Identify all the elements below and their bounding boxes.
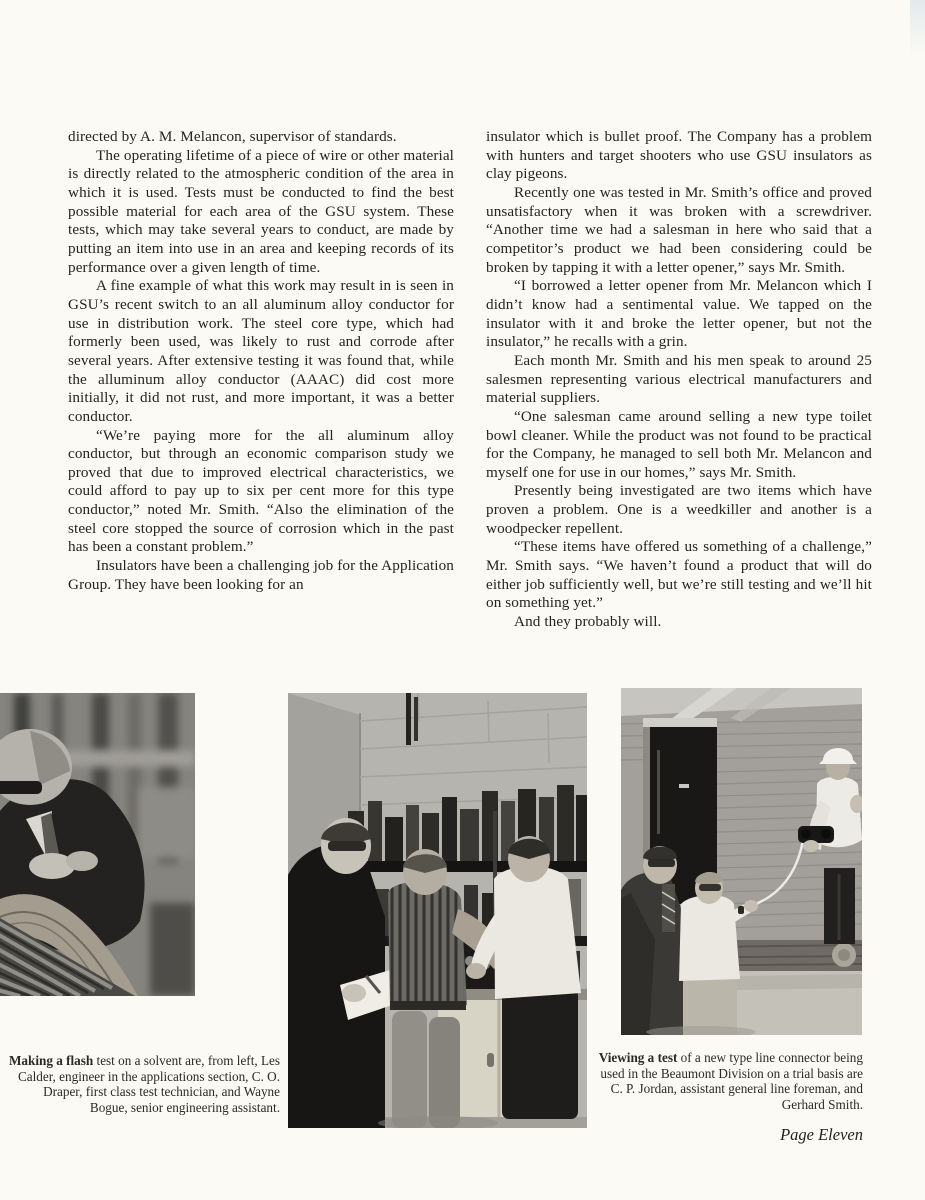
paragraph: “One salesman came around selling a new type toilet bowl cleaner. While the product was not found to be practical for the Company, he managed to sell both Mr. Melancon and myself one for use in our homes,” says Mr. Smith. xyxy=(486,407,872,481)
photo-cable-inspection-image xyxy=(0,693,195,996)
caption-right xyxy=(591,1050,863,1113)
photo-lab-flash-test-image xyxy=(288,693,587,1128)
photo-lab-flash-test xyxy=(288,693,587,1128)
paragraph: Each month Mr. Smith and his men speak to around 25 salesmen representing various electrical manufacturers and material suppliers. xyxy=(486,351,872,407)
paragraph: The operating lifetime of a piece of wire or other material is directly related to the atmospheric condition of the area in which it is used. Tests must be conducted to find the best possible material for each area of the GSU system. These tests, which may take several years to conduct, are made by putting an item into use in an area and keeping records of its performance over a given length of time. xyxy=(68,146,454,276)
caption-left-text: test on a solvent are, from left, Les Calder, engineer in the applications section, C. O. Draper, first class test technician, and Wayne Bogue, senior engineering assistant. xyxy=(17,1053,280,1116)
paragraph: “We’re paying more for the all aluminum alloy conductor, but through an economic comparison study we proved that due to improved electrical characteristics, we could afford to pay up to six per cent more for this type conductor,” noted Mr. Smith. “Also the elimination of the steel core stopped the source of corrosion which in the past has been a constant problem.” xyxy=(68,426,454,556)
scan-shadow-artifact xyxy=(910,0,925,62)
photo-line-connector-test-image xyxy=(621,688,862,1035)
caption-right-lead: Viewing a test xyxy=(598,1050,678,1065)
page-number: Page Eleven xyxy=(780,1125,863,1144)
paragraph: And they probably will. xyxy=(514,613,662,631)
photo-line-connector-test xyxy=(621,688,862,1035)
caption-left xyxy=(8,1053,280,1116)
caption-right-text: of a new type line connector being used in the Beaumont Division on a trial basis are C. P. Jordan, assistant general line foreman, and Gerhard Smith. xyxy=(600,1050,863,1113)
paragraph: “I borrowed a letter opener from Mr. Melancon which I didn’t know had a sentimental value. We tapped on the insulator with it and broke the letter opener, but not the insulator,” he recalls with a grin. xyxy=(486,277,872,351)
paragraph: insulator which is bullet proof. The Company has a problem with hunters and target shooters who use GSU insulators as clay pigeons. xyxy=(486,128,872,183)
photo-cable-inspection xyxy=(0,693,195,996)
paragraph: Recently one was tested in Mr. Smith’s office and proved unsatisfactory when it was broken with a screwdriver. “Another time we had a salesman in here who said that a competitor’s product we had been considering could be broken by tapping it with a letter opener,” says Mr. Smith. xyxy=(486,183,872,276)
caption-left-lead: Making a flash xyxy=(8,1053,94,1068)
column-right xyxy=(486,128,872,632)
paragraph: A fine example of what this work may result in is seen in GSU’s recent switch to an all aluminum alloy conductor for use in distribution work. The steel core type, which had formerly been used, was likely to rust and corrode after several years. After extensive testing it was found that, while the alluminum alloy conductor (AAAC) did cost more initially, it did not rust, and more important, it was a better conductor. xyxy=(68,277,454,425)
paragraph: “These items have offered us something of a challenge,” Mr. Smith says. “We haven’t found a product that will do either job sufficiently well, but we’re still testing and we’ll hit on something yet.” xyxy=(486,538,872,612)
paragraph: Presently being investigated are two items which have proven a problem. One is a weedkiller and another is a woodpecker repellent. xyxy=(486,482,872,537)
column-left xyxy=(68,128,454,594)
paragraph: Insulators have been a challenging job for the Application Group. They have been looking for an xyxy=(68,557,454,593)
paragraph: directed by A. M. Melancon, supervisor of standards. xyxy=(68,128,397,145)
